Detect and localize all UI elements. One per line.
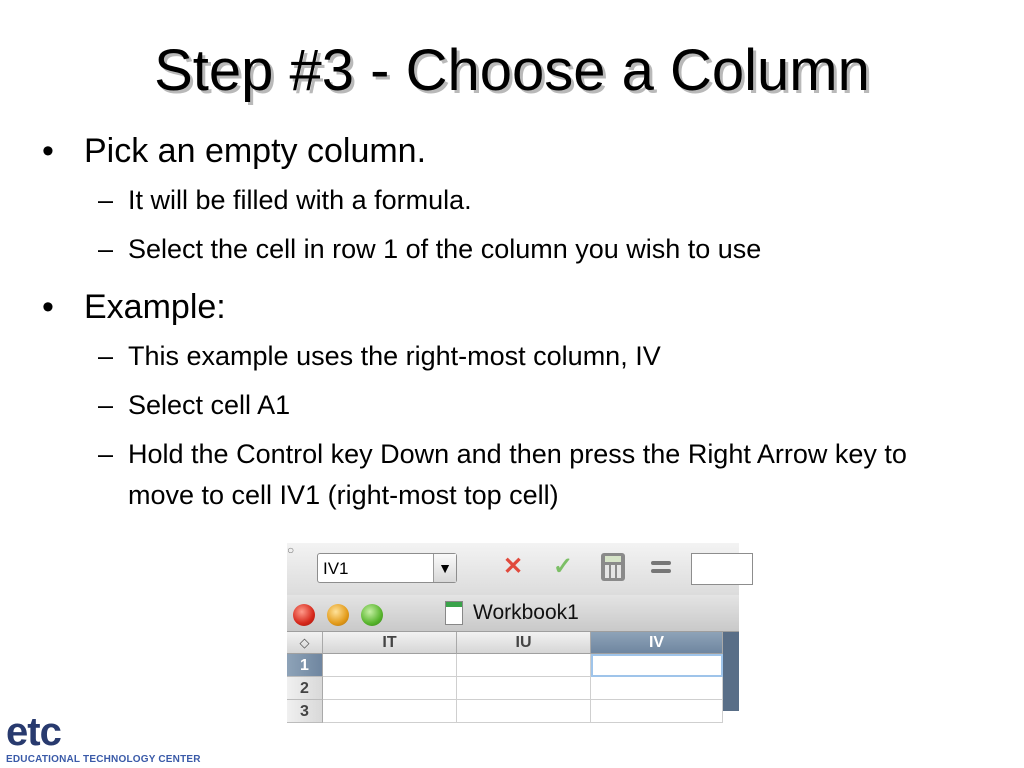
window-title: Workbook1 bbox=[473, 601, 579, 624]
calculator-icon[interactable] bbox=[599, 553, 627, 581]
sub-bullet-text: Select cell A1 bbox=[128, 390, 291, 420]
excel-screenshot bbox=[287, 543, 739, 720]
cell-iv2[interactable] bbox=[591, 677, 723, 700]
column-header-iu[interactable]: IU bbox=[457, 632, 591, 654]
column-header-iv[interactable]: IV bbox=[591, 632, 723, 654]
minimize-button[interactable] bbox=[327, 604, 349, 626]
etc-logo bbox=[6, 710, 201, 765]
sub-bullet-text: This example uses the right-most column, IV bbox=[128, 341, 661, 371]
row-header-2[interactable]: 2 bbox=[287, 677, 323, 700]
sub-bullet-text: It will be filled with a formula. bbox=[128, 185, 472, 215]
zoom-button[interactable] bbox=[361, 604, 383, 626]
dash-mark: – bbox=[98, 390, 114, 420]
cancel-x-icon[interactable]: ✕ bbox=[502, 553, 524, 580]
bullet-item bbox=[42, 128, 942, 174]
spreadsheet-grid bbox=[287, 632, 739, 720]
cell-iu3[interactable] bbox=[457, 700, 591, 723]
cell-it3[interactable] bbox=[323, 700, 457, 723]
dash-mark: – bbox=[98, 185, 114, 215]
circle-icon: ○ bbox=[287, 543, 295, 557]
name-box-value: IV1 bbox=[323, 559, 349, 578]
dash-mark: – bbox=[98, 439, 114, 469]
chevron-down-icon[interactable]: ▼ bbox=[433, 554, 456, 582]
select-all-corner[interactable]: ◇ bbox=[287, 632, 323, 654]
column-header-it[interactable]: IT bbox=[323, 632, 457, 654]
sub-bullet-item bbox=[42, 385, 942, 426]
bullet-item bbox=[42, 284, 942, 330]
sub-bullet-item bbox=[42, 336, 942, 377]
cell-iu1[interactable] bbox=[457, 654, 591, 677]
sub-bullet-item bbox=[42, 180, 942, 221]
formula-toolbar bbox=[287, 543, 739, 595]
sub-bullet-item bbox=[42, 434, 942, 516]
sub-bullet-item bbox=[42, 229, 942, 270]
row-header-3[interactable]: 3 bbox=[287, 700, 323, 723]
sub-bullet-text: Select the cell in row 1 of the column you wish to use bbox=[128, 234, 762, 264]
row-header-1[interactable]: 1 bbox=[287, 654, 323, 677]
window-titlebar bbox=[287, 595, 739, 632]
formula-input[interactable] bbox=[691, 553, 753, 585]
cell-iv1[interactable] bbox=[591, 654, 723, 677]
cell-it2[interactable] bbox=[323, 677, 457, 700]
name-box[interactable] bbox=[317, 553, 457, 583]
bullet-text: Pick an empty column. bbox=[84, 132, 427, 170]
close-button[interactable] bbox=[293, 604, 315, 626]
vertical-scrollbar[interactable] bbox=[723, 632, 739, 711]
enter-check-icon[interactable]: ✓ bbox=[552, 553, 574, 580]
equals-icon[interactable] bbox=[647, 553, 675, 581]
logo-text: etc bbox=[6, 710, 61, 754]
dash-mark: – bbox=[98, 234, 114, 264]
bullet-list bbox=[42, 128, 942, 524]
slide-title: Step #3 - Choose a Column bbox=[154, 38, 870, 103]
sub-bullet-text: Hold the Control key Down and then press the Right Arrow key to move to cell IV1 (right-most top cell) bbox=[128, 439, 907, 510]
cell-it1[interactable] bbox=[323, 654, 457, 677]
dash-mark: – bbox=[98, 341, 114, 371]
bullet-mark: • bbox=[42, 132, 54, 170]
cell-iu2[interactable] bbox=[457, 677, 591, 700]
document-icon bbox=[445, 601, 463, 625]
bullet-mark: • bbox=[42, 288, 54, 326]
cell-iv3[interactable] bbox=[591, 700, 723, 723]
logo-subtitle: EDUCATIONAL TECHNOLOGY CENTER bbox=[6, 754, 201, 765]
bullet-text: Example: bbox=[84, 288, 226, 326]
